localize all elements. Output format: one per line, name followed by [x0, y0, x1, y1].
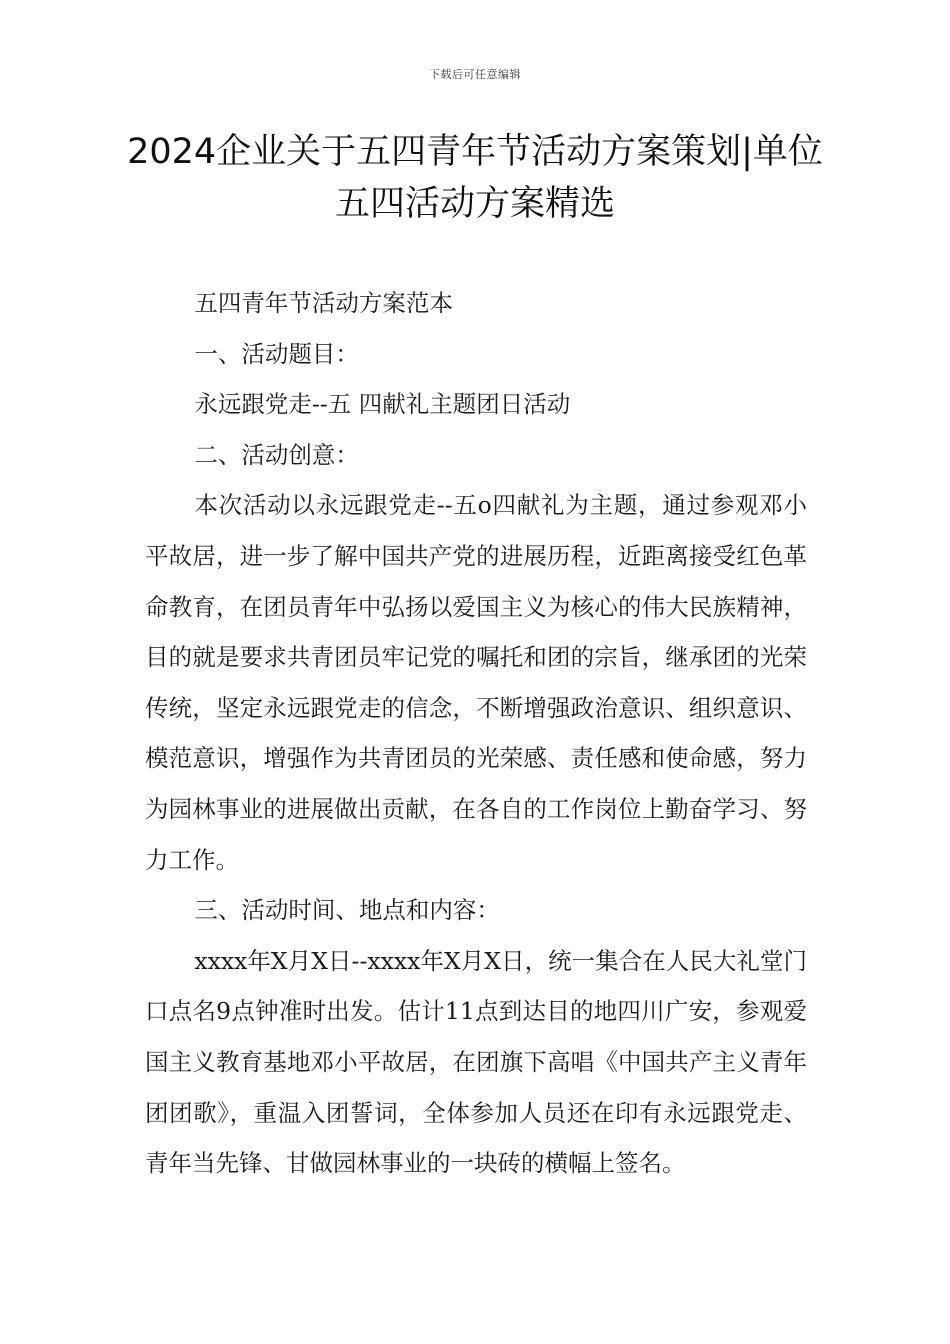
- paragraph-section-title: 五四青年节活动方案范本: [194, 289, 453, 317]
- paragraph-heading-schedule: 三、活动时间、地点和内容：: [194, 896, 500, 925]
- document-body: [145, 278, 807, 1189]
- paragraph-idea: 本次活动以永远跟党走--五o四献礼为主题，通过参观邓小平故居，进一步了解中国共产党的进展历程，近距离接受红色革命教育，在团员青年中弘扬以爱国主义为核心的伟大民族精神，目的就是要求共青团员牢记党的嘱托和团的宗旨，继承团的光荣传统，坚定永远跟党走的信念，不断增强政治意识、组织意识、模范意识，增强作为共青团员的光荣感、责任感和使命感，努力为园林事业的进展做出贡献，在各自的工作岗位上勤奋学习、努力工作。: [145, 491, 807, 874]
- paragraph-heading-idea: 二、活动创意：: [194, 440, 359, 469]
- paragraph-schedule: xxxx年X月X日--xxxx年X月X日，统一集合在人民大礼堂门口点名9点钟准时出发。估计11点到达目的地四川广安，参观爱国主义教育基地邓小平故居，在团旗下高唱《中国共产主义青年团团歌》，重温入团誓词，全体参加人员还在印有永远跟党走、青年当先锋、甘做园林事业的一块砖的横幅上签名。: [145, 946, 807, 1178]
- paragraph-heading-topic: 一、活动题目：: [194, 339, 359, 368]
- paragraph-topic: 永远跟党走--五 四献礼主题团日活动: [194, 390, 571, 419]
- document-title: 2024企业关于五四青年节活动方案策划|单位五四活动方案精选: [127, 132, 823, 224]
- header-note: 下载后可任意编辑: [429, 68, 521, 81]
